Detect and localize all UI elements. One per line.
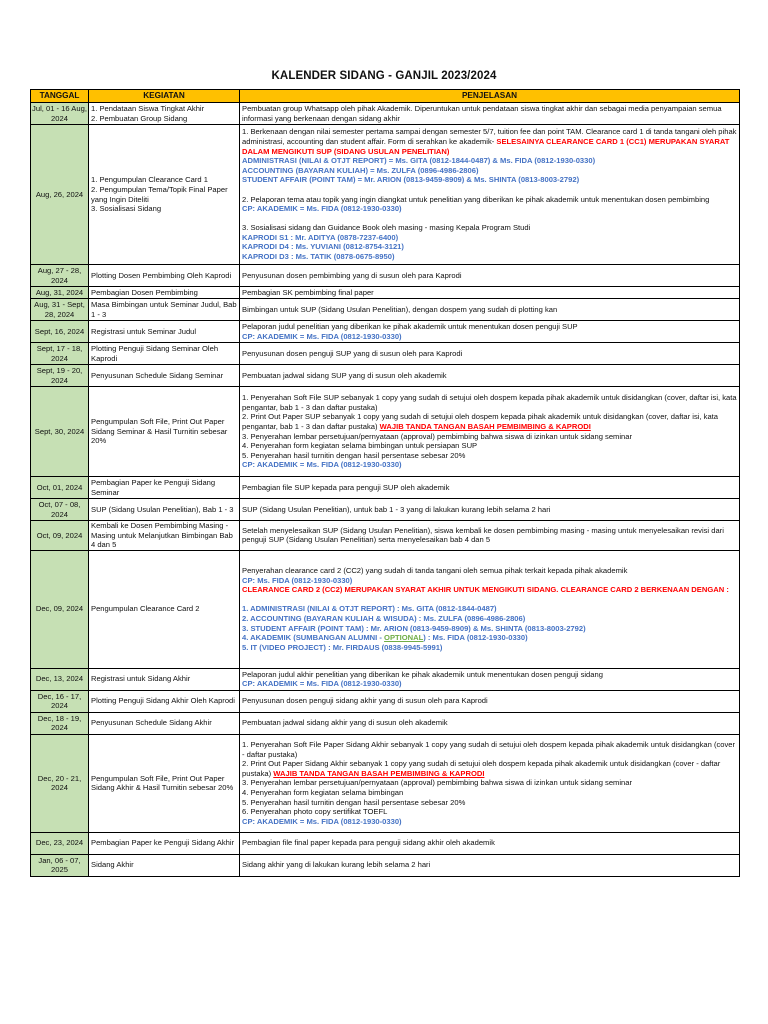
explanation-text: OPTIONAL (384, 633, 424, 643)
explanation-line (242, 696, 737, 706)
explanation-line (242, 566, 737, 576)
row-activity (89, 734, 240, 832)
explanation-text: CP: Ms. FIDA (0812-1930-0330) (242, 575, 353, 585)
explanation-line (242, 252, 737, 262)
explanation-line (242, 585, 737, 595)
explanation-text: 4. Penyerahan form kegiatan selama bimbingan untuk persiapan SUP (242, 441, 478, 451)
header-row (31, 90, 740, 103)
row-date: Aug, 26, 2024 (31, 125, 89, 265)
activity-line: Sidang Akhir (91, 860, 134, 870)
row-date: Oct, 01, 2024 (31, 477, 89, 499)
explanation-text: 2. Pelaporan tema atau topik yang ingin diangkat untuk penelitian yang diberikan ke pihak akademik untuk menentukan dosen pembimbing (242, 194, 710, 204)
explanation-line (242, 156, 737, 166)
table-row (31, 287, 740, 299)
explanation-text: Pembuatan group Whatsapp oleh pihak Akademik. Diperuntukan untuk pendataan siswa tingkat akhir dan sebagai media penyampaian semua informasi yang berkenaan dengan sidang akhir (242, 103, 722, 123)
activity-line: Pengumpulan Soft File, Print Out Paper Sidang Seminar & Hasil Turnitin sebesar 20% (91, 417, 228, 446)
row-explanation (240, 287, 740, 299)
explanation-text: Penyusunan dosen penguji sidang akhir yang di susun oleh para Kaprodi (242, 696, 488, 706)
explanation-line (242, 195, 737, 205)
explanation-text: ADMINISTRASI (NILAI & OTJT REPORT) = Ms. GITA (0812-1844-0487) & Ms. FIDA (0812-1930-0330) (242, 156, 596, 166)
table-row (31, 712, 740, 734)
explanation-text: SELESAINYA CLEARANCE CARD 1 (CC1) MERUPAKAN SYARAT DALAM MENGIKUTI SUP (SIDANG USULAN PENELITIAN) (242, 136, 730, 156)
table-row (31, 477, 740, 499)
explanation-text: Penyusunan dosen pembimbing yang di susun oleh para Kaprodi (242, 270, 462, 280)
explanation-text: Pembuatan jadwal sidang akhir yang di susun oleh akademik (242, 718, 448, 728)
row-activity (89, 477, 240, 499)
explanation-line (242, 798, 737, 808)
table-row (31, 387, 740, 477)
table-row (31, 854, 740, 876)
activity-line: Plotting Penguji Sidang Akhir Oleh Kaprodi (91, 696, 235, 706)
row-activity (89, 287, 240, 299)
row-activity (89, 854, 240, 876)
activity-line: Penyusunan Schedule Sidang Seminar (91, 370, 224, 380)
explanation-line (242, 643, 737, 653)
row-date: Dec, 09, 2024 (31, 550, 89, 668)
activity-line: 1. Pendataan Siswa Tingkat Akhir (91, 103, 205, 113)
explanation-line (242, 788, 737, 798)
explanation-text: WAJIB TANDA TANGAN BASAH PEMBIMBING & KAPRODI (273, 768, 485, 778)
explanation-line (242, 624, 737, 634)
row-explanation (240, 734, 740, 832)
explanation-line (242, 371, 737, 381)
activity-line: 1. Pengumpulan Clearance Card 1 (91, 175, 208, 185)
explanation-line (242, 633, 737, 643)
explanation-line (242, 614, 737, 624)
row-activity (89, 365, 240, 387)
row-explanation (240, 668, 740, 690)
row-explanation (240, 299, 740, 321)
table-row (31, 668, 740, 690)
activity-line: SUP (Sidang Usulan Penelitian), Bab 1 - 3 (91, 504, 234, 514)
explanation-line (242, 526, 737, 545)
explanation-line (242, 204, 737, 214)
explanation-text: 3. Penyerahan lembar persetujuan/pernyataan (approval) pembimbing bahwa siswa di izinkan untuk sidang seminar (242, 778, 633, 788)
explanation-line (242, 223, 737, 233)
row-activity (89, 125, 240, 265)
row-date: Aug, 31 - Sept, 28, 2024 (31, 299, 89, 321)
explanation-line (242, 441, 737, 451)
activity-line: Registrasi untuk Sidang Akhir (91, 674, 191, 684)
row-explanation (240, 832, 740, 854)
explanation-text: KAPRODI S1 : Mr. ADITYA (0878-7237-6400) (242, 232, 399, 242)
row-explanation (240, 265, 740, 287)
explanation-text: Pelaporan judul akhir penelitian yang diberikan ke pihak akademik untuk menentukan dosen penguji sidang (242, 669, 603, 679)
explanation-text: ACCOUNTING (BAYARAN KULIAH) = Ms. ZULFA (0896-4986-2806) (242, 165, 479, 175)
activity-line: 3. Sosialisasi Sidang (91, 204, 162, 214)
explanation-text: 4. Penyerahan form kegiatan selama bimbingan (242, 788, 404, 798)
activity-line: Masa Bimbingan untuk Seminar Judul, Bab 1 - 3 (91, 299, 237, 319)
row-explanation (240, 550, 740, 668)
table-row (31, 343, 740, 365)
activity-line: Pengumpulan Soft File, Print Out Paper Sidang Akhir & Hasil Turnitin sebesar 20% (91, 773, 234, 793)
explanation-line (242, 242, 737, 252)
activity-line: Registrasi untuk Seminar Judul (91, 326, 197, 336)
explanation-line (242, 670, 737, 680)
row-date: Dec, 23, 2024 (31, 832, 89, 854)
explanation-text: Pelaporan judul penelitian yang diberikan ke pihak akademik untuk menentukan dosen penguji SUP (242, 321, 578, 331)
explanation-line (242, 166, 737, 176)
row-activity (89, 387, 240, 477)
table-row (31, 499, 740, 521)
explanation-text: 4. AKADEMIK (SUMBANGAN ALUMNI - (242, 633, 385, 643)
row-explanation (240, 321, 740, 343)
explanation-text: Pembagian file final paper kepada para penguji sidang akhir oleh akademik (242, 838, 495, 848)
activity-line: 2. Pembuatan Group Sidang (91, 113, 188, 123)
row-date: Aug, 27 - 28, 2024 (31, 265, 89, 287)
explanation-text: Penyusunan dosen penguji SUP yang di susun oleh para Kaprodi (242, 348, 463, 358)
row-activity (89, 521, 240, 551)
activity-line: Plotting Penguji Sidang Seminar Oleh Kaprodi (91, 343, 219, 363)
explanation-text: SUP (Sidang Usulan Penelitian), untuk bab 1 - 3 yang di lakukan kurang lebih selama 2 hari (242, 504, 551, 514)
page-title: KALENDER SIDANG - GANJIL 2023/2024 (271, 70, 497, 82)
table-row (31, 550, 740, 668)
explanation-line (242, 460, 737, 470)
table-row (31, 265, 740, 287)
row-activity (89, 832, 240, 854)
activity-line: Kembali ke Dosen Pembimbing Masing - Masing untuk Melanjutkan Bimbingan Bab 4 dan 5 (91, 521, 233, 550)
explanation-line (242, 604, 737, 614)
explanation-text: 2. Print Out Paper Sidang Akhir sebanyak 1 copy yang sudah di setujui oleh dospem kepada pihak akademik untuk disidangkan (cover - daftar pustaka) (242, 759, 721, 778)
explanation-line (242, 349, 737, 359)
explanation-line (242, 778, 737, 788)
explanation-text: CLEARANCE CARD 2 (CC2) MERUPAKAN SYARAT AKHIR UNTUK MENGIKUTI SIDANG. CLEARANCE CARD 2 BERKENAAN DENGAN : (242, 585, 729, 595)
header-date: TANGGAL (31, 90, 89, 103)
row-date: Sept, 30, 2024 (31, 387, 89, 477)
explanation-line (242, 505, 737, 515)
explanation-text: 5. Penyerahan hasil turnitin dengan hasil persentase sebesar 20% (242, 450, 466, 460)
row-explanation (240, 521, 740, 551)
table-row (31, 521, 740, 551)
row-activity (89, 103, 240, 125)
explanation-line (242, 451, 737, 461)
row-date: Sept, 16, 2024 (31, 321, 89, 343)
schedule-body (31, 103, 740, 877)
explanation-text: CP: AKADEMIK = Ms. FIDA (0812-1930-0330) (242, 679, 402, 689)
explanation-line (242, 759, 737, 778)
explanation-line (242, 807, 737, 817)
explanation-line (242, 595, 737, 605)
header-explanation: PENJELASAN (240, 90, 740, 103)
explanation-text: ) : Ms. FIDA (0812-1930-0330) (423, 633, 528, 643)
row-date: Dec, 20 - 21, 2024 (31, 734, 89, 832)
explanation-line (242, 233, 737, 243)
row-date: Aug, 31, 2024 (31, 287, 89, 299)
explanation-line (242, 185, 737, 195)
row-activity (89, 321, 240, 343)
row-date: Sept, 19 - 20, 2024 (31, 365, 89, 387)
table-row (31, 125, 740, 265)
explanation-text: Bimbingan untuk SUP (Sidang Usulan Penelitian), dengan dospem yang sudah di plotting kan (242, 304, 558, 314)
schedule-table (30, 89, 740, 877)
explanation-line (242, 576, 737, 586)
row-date: Dec, 13, 2024 (31, 668, 89, 690)
explanation-text: 1. ADMINISTRASI (NILAI & OTJT REPORT) : Ms. GITA (0812-1844-0487) (242, 604, 497, 614)
explanation-text: 6. Penyerahan photo copy sertifikat TOEFL (242, 807, 388, 817)
activity-line: Penyusunan Schedule Sidang Akhir (91, 718, 212, 728)
explanation-text: Pembagian SK pembimbing final paper (242, 287, 374, 297)
row-date: Dec, 18 - 19, 2024 (31, 712, 89, 734)
row-explanation (240, 387, 740, 477)
row-explanation (240, 365, 740, 387)
explanation-line (242, 393, 737, 412)
explanation-text: CP: AKADEMIK = Ms. FIDA (0812-1930-0330) (242, 460, 402, 470)
explanation-text: 3. Sosialisasi sidang dan Guidance Book oleh masing - masing Kepala Program Studi (242, 223, 531, 233)
activity-line: Pembagian Paper ke Penguji Sidang Akhir (91, 838, 235, 848)
explanation-text: KAPRODI D3 : Ms. TATIK (0878-0675-8950) (242, 252, 395, 262)
explanation-line (242, 305, 737, 315)
row-explanation (240, 854, 740, 876)
row-activity (89, 712, 240, 734)
row-explanation (240, 690, 740, 712)
explanation-text: CP: AKADEMIK = Ms. FIDA (0812-1930-0330) (242, 331, 402, 341)
explanation-line (242, 288, 737, 298)
table-row (31, 321, 740, 343)
explanation-line (242, 175, 737, 185)
header-activity: KEGIATAN (89, 90, 240, 103)
row-explanation (240, 103, 740, 125)
activity-line: Plotting Dosen Pembimbing Oleh Kaprodi (91, 270, 232, 280)
explanation-text: 1. Berkenaan dengan nilai semester pertama sampai dengan semester 5/7, tuition fee dan point TAM. Clearance card 1 di tanda tangani oleh pihak administrasi, accounting dan student affair. Form di serahkan ke akademik- (242, 127, 737, 146)
explanation-text: 5. IT (VIDEO PROJECT) : Mr. FIRDAUS (0838-9945-5991) (242, 642, 443, 652)
explanation-line (242, 271, 737, 281)
explanation-line (242, 718, 737, 728)
row-date: Oct, 09, 2024 (31, 521, 89, 551)
explanation-line (242, 838, 737, 848)
row-activity (89, 343, 240, 365)
row-date: Dec, 16 - 17, 2024 (31, 690, 89, 712)
explanation-line (242, 483, 737, 493)
row-activity (89, 668, 240, 690)
explanation-text: 3. STUDENT AFFAIR (POINT TAM) : Mr. ARION (0813-9459-8909) & Ms. SHINTA (0813-8003-2792) (242, 623, 586, 633)
row-activity (89, 690, 240, 712)
table-row (31, 103, 740, 125)
explanation-text: CP: AKADEMIK = Ms. FIDA (0812-1930-0330) (242, 204, 402, 214)
explanation-line (242, 104, 737, 123)
explanation-text: 2. Print Out Paper SUP sebanyak 1 copy yang sudah di setujui oleh dospem kepada pihak akademik untuk disidangkan (cover, daftar isi, kata pengantar, bab 1 - 3 dan daftar pustaka) (242, 412, 719, 431)
table-row (31, 365, 740, 387)
activity-line: Pembagian Paper ke Penguji Sidang Seminar (91, 477, 216, 497)
explanation-text: Pembuatan jadwal sidang SUP yang di susun oleh akademik (242, 370, 447, 380)
row-activity (89, 299, 240, 321)
explanation-text: KAPRODI D4 : Ms. YUVIANI (0812-8754-3121) (242, 242, 404, 252)
explanation-text: Sidang akhir yang di lakukan kurang lebih selama 2 hari (242, 860, 431, 870)
activity-line: Pengumpulan Clearance Card 2 (91, 604, 200, 614)
row-explanation (240, 477, 740, 499)
explanation-line (242, 860, 737, 870)
explanation-line (242, 322, 737, 332)
row-explanation (240, 125, 740, 265)
explanation-line (242, 127, 737, 156)
activity-line: Pembagian Dosen Pembimbing (91, 287, 198, 297)
row-date: Oct, 07 - 08, 2024 (31, 499, 89, 521)
explanation-text: CP: AKADEMIK = Ms. FIDA (0812-1930-0330) (242, 816, 402, 826)
row-activity (89, 499, 240, 521)
explanation-line (242, 679, 737, 689)
explanation-text: Setelah menyelesaikan SUP (Sidang Usulan Penelitian), siswa kembali ke dosen pembimbing masing - masing untuk menyelesaikan revisi dari penguji SUP (Sidang Usulan Penelitian) serta menyelesaikan bab 4 dan 5 (242, 525, 724, 545)
explanation-text: Pembagian file SUP kepada para penguji SUP oleh akademik (242, 482, 450, 492)
table-row (31, 299, 740, 321)
explanation-text: 3. Penyerahan lembar persetujuan/pernyataan (approval) pembimbing bahwa siswa di izinkan untuk sidang seminar (242, 431, 633, 441)
explanation-text: STUDENT AFFAIR (POINT TAM) = Mr. ARION (0813-9459-8909) & Ms. SHINTA (0813-8003-2792) (242, 175, 580, 185)
explanation-text: 1. Penyerahan Soft File SUP sebanyak 1 copy yang sudah di setujui oleh dospem kepada pihak akademik untuk disidangkan (cover, daftar isi, kata pengantar, bab 1 - 3 dan daftar pustaka) (242, 393, 737, 412)
table-row (31, 832, 740, 854)
explanation-text: WAJIB TANDA TANGAN BASAH PEMBIMBING & KAPRODI (379, 421, 591, 431)
row-date: Jan, 06 - 07, 2025 (31, 854, 89, 876)
explanation-line (242, 214, 737, 224)
row-explanation (240, 343, 740, 365)
explanation-text: Penyerahan clearance card 2 (CC2) yang sudah di tanda tangani oleh semua pihak terkait kepada pihak akademik (242, 566, 628, 576)
activity-line: 2. Pengumpulan Tema/Topik Final Paper yang Ingin Diteliti (91, 184, 228, 204)
explanation-line (242, 740, 737, 759)
row-activity (89, 265, 240, 287)
table-row (31, 690, 740, 712)
row-activity (89, 550, 240, 668)
row-explanation (240, 499, 740, 521)
table-row (31, 734, 740, 832)
explanation-line (242, 412, 737, 431)
row-explanation (240, 712, 740, 734)
explanation-line (242, 817, 737, 827)
explanation-text: 2. ACCOUNTING (BAYARAN KULIAH & WISUDA) : Ms. ZULFA (0896-4986-2806) (242, 614, 526, 624)
row-date: Jul, 01 - 16 Aug, 2024 (32, 103, 87, 123)
explanation-line (242, 332, 737, 342)
explanation-text: 1. Penyerahan Soft File Paper Sidang Akhir sebanyak 1 copy yang sudah di setujui oleh dospem kepada pihak akademik untuk disidangkan (cover - daftar pustaka) (242, 740, 736, 759)
row-date: Sept, 17 - 18, 2024 (31, 343, 89, 365)
explanation-text: 5. Penyerahan hasil turnitin dengan hasil persentase sebesar 20% (242, 797, 466, 807)
explanation-line (242, 432, 737, 442)
